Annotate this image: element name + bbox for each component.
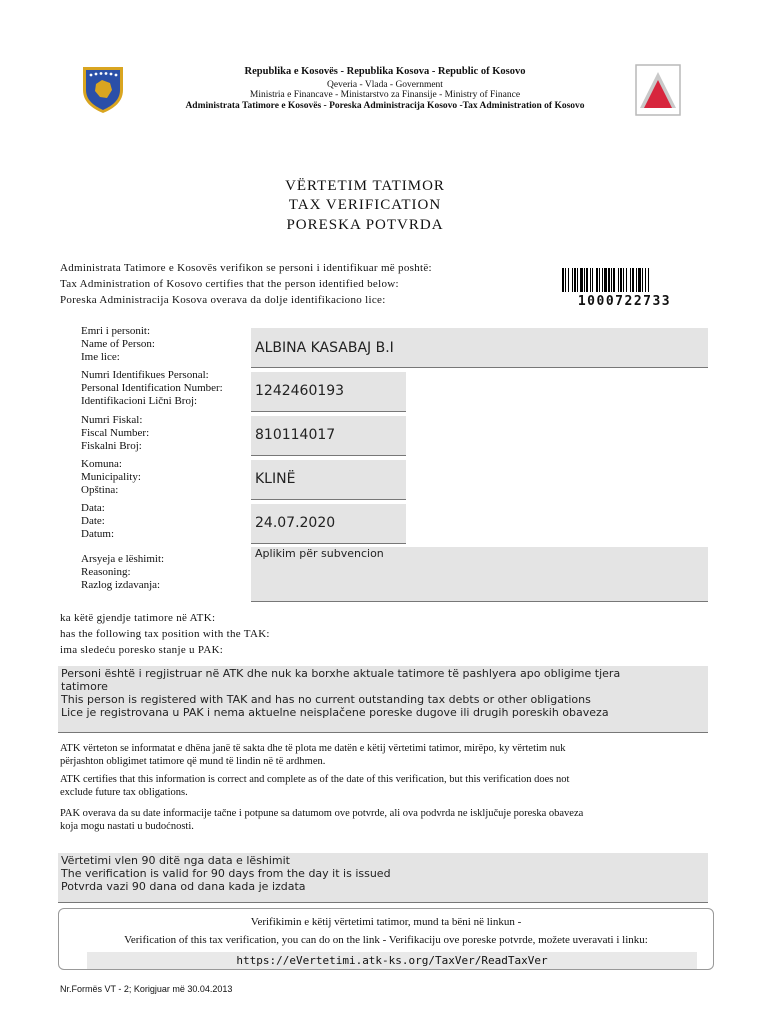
certify-albanian-line1: ATK vërteton se informatat e dhëna janë të sakta dhe të plota me datën e këtij vërtetimi tatimor, mirëpo, ky vërtetim nuk bbox=[60, 743, 566, 754]
reason-value: Aplikim për subvencion bbox=[255, 547, 384, 560]
link-text-albanian: Verifikimin e këtij vërtetimi tatimor, mund ta bëni në linkun - bbox=[250, 916, 522, 928]
certify-albanian bbox=[60, 742, 710, 768]
date-field bbox=[251, 504, 406, 544]
position-albanian: ka këtë gjendje tatimore në ATK: bbox=[60, 612, 216, 624]
name-label bbox=[81, 325, 155, 364]
reason-label-en: Reasoning: bbox=[81, 566, 131, 578]
fiscal-label-en: Fiscal Number: bbox=[81, 427, 150, 439]
municipality-field bbox=[251, 460, 406, 500]
header-ministry: Ministria e Financave - Ministarstvo za Finansije - Ministry of Finance bbox=[249, 90, 521, 100]
barcode bbox=[562, 268, 687, 310]
barcode-number: 1000722733 bbox=[577, 294, 672, 309]
title-english: TAX VERIFICATION bbox=[288, 197, 442, 213]
municipality-label-sq: Komuna: bbox=[81, 458, 122, 470]
municipality-value: KLINË bbox=[255, 471, 296, 487]
fiscal-label bbox=[81, 414, 149, 453]
fiscal-label-sr: Fiskalni Broj: bbox=[81, 440, 142, 452]
certify-english-line1: ATK certifies that this information is correct and complete as of the date of this verification, but this verification does not bbox=[60, 774, 570, 785]
name-label-sq: Emri i personit: bbox=[81, 325, 151, 337]
date-label-sq: Data: bbox=[81, 502, 105, 514]
title-albanian: VËRTETIM TATIMOR bbox=[285, 178, 445, 194]
validity-english: The verification is valid for 90 days from the day it is issued bbox=[61, 867, 391, 880]
validity-albanian: Vërtetimi vlen 90 ditë nga data e lëshimit bbox=[61, 854, 290, 867]
validity-box bbox=[58, 853, 708, 903]
certify-english bbox=[60, 773, 710, 799]
position-serbian: ima sledeću poresko stanje u PAK: bbox=[60, 644, 224, 656]
status-albanian-line2: tatimore bbox=[61, 680, 108, 693]
name-label-sr: Ime lice: bbox=[81, 351, 120, 363]
municipality-label-sr: Opština: bbox=[81, 484, 119, 496]
reason-label-sr: Razlog izdavanja: bbox=[81, 579, 161, 591]
tax-status-box bbox=[58, 666, 708, 733]
header-republic: Republika e Kosovës - Republika Kosova - Republic of Kosovo bbox=[244, 66, 526, 77]
header-government: Qeveria - Vlada - Government bbox=[327, 80, 443, 90]
validity-serbian: Potvrda vazi 90 dana od dana kada je izdata bbox=[61, 880, 306, 893]
status-serbian: Lice je registrovana u PAK i nema aktuelne neisplačene poreske dugove ili drugih poreskih obaveza bbox=[61, 706, 609, 719]
reason-label-sq: Arsyeja e lëshimit: bbox=[81, 553, 165, 565]
certify-serbian-line1: PAK overava da su date informacije tačne i potpune sa datumom ove potvrde, ali ova podvrda ne isključuje poreska obaveza bbox=[60, 808, 584, 819]
reason-label bbox=[81, 553, 164, 592]
intro-serbian: Poreska Administracija Kosova overava da dolje identifikaciono lice: bbox=[60, 294, 386, 306]
municipality-label bbox=[81, 458, 141, 497]
certify-english-line2: exclude future tax obligations. bbox=[60, 787, 188, 798]
date-value: 24.07.2020 bbox=[255, 515, 336, 531]
pin-label-sq: Numri Identifikues Personal: bbox=[81, 369, 209, 381]
pin-value: 1242460193 bbox=[255, 383, 345, 399]
pin-label bbox=[81, 369, 223, 408]
date-label-sr: Datum: bbox=[81, 528, 114, 540]
form-number-footer: Nr.Formës VT - 2; Korigjuar më 30.04.2013 bbox=[60, 984, 233, 994]
barcode-bars bbox=[562, 268, 687, 292]
title-serbian: PORESKA POTVRDA bbox=[286, 217, 444, 233]
certify-albanian-line2: përjashton obligimet tatimore që mund të lindin në të ardhmen. bbox=[60, 756, 326, 767]
header-administration: Administrata Tatimore e Kosovës - Poreska Administracija Kosovo -Tax Administration of Kosovo bbox=[185, 101, 585, 111]
pin-label-en: Personal Identification Number: bbox=[81, 382, 223, 394]
name-field bbox=[251, 328, 708, 368]
status-albanian-line1: Personi është i regjistruar në ATK dhe nuk ka borxhe aktuale tatimore të pashlyera apo obligime tjera bbox=[61, 667, 621, 680]
name-value: ALBINA KASABAJ B.I bbox=[255, 340, 394, 356]
verification-url-link[interactable]: https://eVertetimi.atk-ks.org/TaxVer/ReadTaxVer bbox=[87, 952, 697, 969]
pin-label-sr: Identifikacioni Lični Broj: bbox=[81, 395, 198, 407]
verification-link-box bbox=[58, 908, 714, 970]
tak-logo-icon bbox=[635, 64, 681, 116]
name-label-en: Name of Person: bbox=[81, 338, 155, 350]
date-label bbox=[81, 502, 114, 541]
fiscal-value: 810114017 bbox=[255, 427, 336, 443]
intro-english: Tax Administration of Kosovo certifies that the person identified below: bbox=[60, 278, 399, 290]
certify-serbian bbox=[60, 807, 710, 833]
position-english: has the following tax position with the TAK: bbox=[60, 628, 270, 640]
intro-albanian: Administrata Tatimore e Kosovës verifikon se personi i identifikuar më poshtë: bbox=[60, 262, 432, 274]
certify-serbian-line2: koja mogu nastati u budoćnosti. bbox=[60, 821, 194, 832]
pin-field bbox=[251, 372, 406, 412]
link-text-english-serbian: Verification of this tax verification, you can do on the link - Verifikaciju ove poreske potvrde, možete uveravati i linku: bbox=[124, 934, 648, 946]
fiscal-label-sq: Numri Fiskal: bbox=[81, 414, 143, 426]
date-label-en: Date: bbox=[81, 515, 105, 527]
fiscal-field bbox=[251, 416, 406, 456]
reason-field bbox=[251, 547, 708, 602]
municipality-label-en: Municipality: bbox=[81, 471, 141, 483]
status-english: This person is registered with TAK and has no current outstanding tax debts or other obligations bbox=[61, 693, 591, 706]
